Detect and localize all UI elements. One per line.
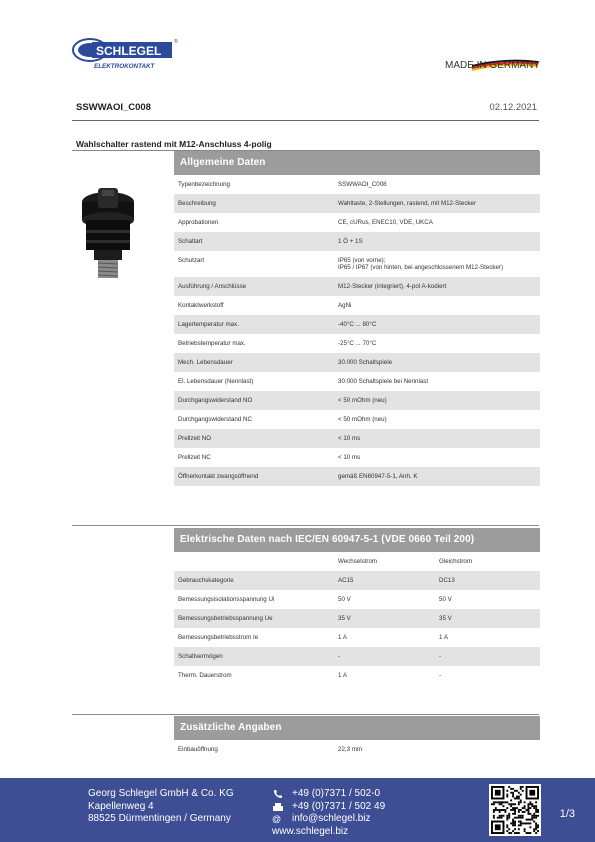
- row-value-dc: -: [439, 653, 442, 660]
- table-row: [174, 213, 540, 232]
- table-row: [174, 175, 540, 194]
- row-value: [338, 448, 540, 467]
- website-link[interactable]: www.schlegel.biz: [272, 825, 349, 837]
- row-label: Bemessungsbetriebsspannung Ue: [178, 615, 273, 622]
- row-label: Bemessungsisolationsspannung Ui: [178, 596, 275, 603]
- row-label: Öffnerkontakt zwangsöffnend: [178, 473, 259, 480]
- row-value-line: M12-Stecker (integriert), 4-pol A-kodiert: [338, 283, 447, 290]
- header-divider: [72, 120, 539, 121]
- schlegel-logo: [70, 36, 176, 72]
- table-row: [174, 628, 540, 647]
- row-value-line: < 10 ms: [338, 454, 361, 461]
- table-row: [174, 315, 540, 334]
- row-value: [338, 410, 540, 429]
- row-value-line: -40°C ... 80°C: [338, 321, 377, 328]
- svg-text:SCHLEGEL: SCHLEGEL: [96, 44, 162, 58]
- company-address: [88, 788, 234, 826]
- row-label: Beschreibung: [178, 200, 216, 207]
- row-label: Gebrauchskategorie: [178, 577, 234, 584]
- section-header-electrical: Elektrische Daten nach IEC/EN 60947-5-1 (VDE 0660 Teil 200): [174, 528, 540, 552]
- row-value-line: IP65 / IP67 (von hinten, bei angeschlossenem M12-Stecker): [338, 264, 504, 271]
- row-value-line: 30.000 Schaltspiele bei Nennlast: [338, 378, 429, 385]
- row-label: Durchgangswiderstand NO: [178, 397, 253, 404]
- row-label: Einbauöffnung: [178, 746, 218, 753]
- section-divider: [72, 525, 539, 526]
- product-image: [72, 180, 144, 280]
- document-date: 02.12.2021: [489, 102, 537, 113]
- contact-block: [272, 788, 385, 838]
- row-value-ac: AC15: [338, 577, 354, 584]
- row-value-line: AgNi: [338, 302, 352, 309]
- row-label: Ausführung / Anschlüsse: [178, 283, 247, 290]
- document-title: Wahlschalter rastend mit M12-Anschluss 4-polig: [76, 139, 272, 149]
- row-value-line: CE, cURus, ENEC10, VDE, UKCA: [338, 219, 433, 226]
- row-label: El. Lebensdauer (Nennlast): [178, 378, 254, 385]
- table-row: [174, 232, 540, 251]
- row-value: [338, 213, 540, 232]
- row-label: Bemessungsbetriebsstrom Ie: [178, 634, 259, 641]
- row-value-line: < 10 ms: [338, 435, 361, 442]
- row-value: [338, 232, 540, 251]
- qr-code[interactable]: [489, 784, 541, 836]
- table-header-row: [174, 552, 540, 571]
- row-value-dc: 1 A: [439, 634, 448, 641]
- table-row: [174, 429, 540, 448]
- table-row: [174, 448, 540, 467]
- row-label: Approbationen: [178, 219, 219, 226]
- row-value: 22,3 mm: [338, 746, 363, 753]
- row-label: Betriebstemperatur max.: [178, 340, 246, 347]
- document-id: SSWWAOI_C008: [76, 102, 151, 113]
- made-in-germany: MADE IN GERMANY: [444, 60, 540, 71]
- row-value-ac: 50 V: [338, 596, 351, 603]
- row-value: [338, 277, 540, 296]
- table-row: [174, 194, 540, 213]
- section-header-extra: Zusätzliche Angaben: [174, 716, 540, 740]
- row-value-line: Wahltaste, 2-Stellungen, rastend, mit M12-Stecker: [338, 200, 477, 207]
- row-label: Typenbezeichnung: [178, 181, 230, 188]
- company-city: 88525 Dürmentingen / Germany: [88, 813, 231, 824]
- row-value-dc: 50 V: [439, 596, 452, 603]
- table-row: [174, 277, 540, 296]
- table-row: [174, 296, 540, 315]
- table-row: [174, 666, 540, 685]
- row-value-line: 30.000 Schaltspiele: [338, 359, 393, 366]
- row-label: Kontaktwerkstoff: [178, 302, 224, 309]
- phone-icon: [272, 789, 284, 799]
- table-row: [174, 590, 540, 609]
- row-label: Mech. Lebensdauer: [178, 359, 233, 366]
- table-row: [174, 467, 540, 486]
- row-label: Lagertemperatur max.: [178, 321, 239, 328]
- table-row: [174, 740, 540, 759]
- row-value-ac: -: [338, 653, 341, 660]
- table-row: [174, 334, 540, 353]
- row-value: [338, 251, 540, 277]
- row-value-line: < 50 mOhm (neu): [338, 397, 387, 404]
- row-value: [338, 391, 540, 410]
- electrical-data-table: [174, 552, 540, 685]
- fax-icon: [272, 802, 284, 812]
- table-row: [174, 609, 540, 628]
- row-label: Schutzart: [178, 257, 205, 264]
- row-value-line: 1 Ö + 1S: [338, 238, 363, 245]
- row-label: Schaltart: [178, 238, 203, 245]
- svg-text:ELEKTROKONTAKT: ELEKTROKONTAKT: [94, 63, 155, 70]
- table-row: [174, 571, 540, 590]
- extra-data-table: [174, 740, 540, 759]
- table-row: [174, 251, 540, 277]
- row-value-line: gemäß EN60947-5-1, Anh. K: [338, 473, 418, 480]
- company-name: Georg Schlegel GmbH & Co. KG: [88, 788, 234, 799]
- row-value: [338, 175, 540, 194]
- row-value-ac: 1 A: [338, 672, 347, 679]
- svg-text:®: ®: [174, 39, 178, 45]
- row-value-line: -25°C ... 70°C: [338, 340, 377, 347]
- row-value: [338, 353, 540, 372]
- row-value: [338, 429, 540, 448]
- row-value-dc: 35 V: [439, 615, 452, 622]
- row-value: [338, 315, 540, 334]
- table-row: [174, 372, 540, 391]
- row-value-ac: 1 A: [338, 634, 347, 641]
- table-row: [174, 410, 540, 429]
- fax-number[interactable]: +49 (0)7371 / 502 49: [292, 800, 386, 812]
- column-header-ac: Wechselstrom: [338, 558, 378, 565]
- general-data-table: [174, 175, 540, 486]
- row-value: [338, 372, 540, 391]
- section-header-general: Allgemeine Daten: [174, 151, 540, 175]
- row-label: Prellzeit NC: [178, 454, 211, 461]
- row-value-line: IP65 (von vorne);: [338, 257, 386, 264]
- row-label: Schaltvermögen: [178, 653, 223, 660]
- row-value-ac: 35 V: [338, 615, 351, 622]
- company-street: Kapellenweg 4: [88, 800, 154, 812]
- row-value: [338, 467, 540, 486]
- row-value: [338, 194, 540, 213]
- table-row: [174, 391, 540, 410]
- row-value: [338, 334, 540, 353]
- row-value-dc: -: [439, 672, 442, 679]
- email-link[interactable]: info@schlegel.biz: [292, 813, 371, 824]
- row-value-line: SSWWAOI_C008: [338, 181, 387, 188]
- table-row: [174, 353, 540, 372]
- email-icon: @: [272, 814, 282, 825]
- row-value-dc: DC13: [439, 577, 455, 584]
- row-label: Durchgangswiderstand NC: [178, 416, 252, 423]
- row-label: Prellzeit NO: [178, 435, 212, 442]
- page-number: 1/3: [559, 808, 575, 820]
- row-value: [338, 296, 540, 315]
- row-label: Therm. Dauerstrom: [178, 672, 232, 679]
- table-row: [174, 647, 540, 666]
- section-divider: [72, 714, 539, 715]
- phone-number[interactable]: +49 (0)7371 / 502-0: [292, 788, 381, 799]
- row-value-line: < 50 mOhm (neu): [338, 416, 387, 423]
- footer: [0, 778, 595, 842]
- column-header-dc: Gleichstrom: [439, 558, 473, 565]
